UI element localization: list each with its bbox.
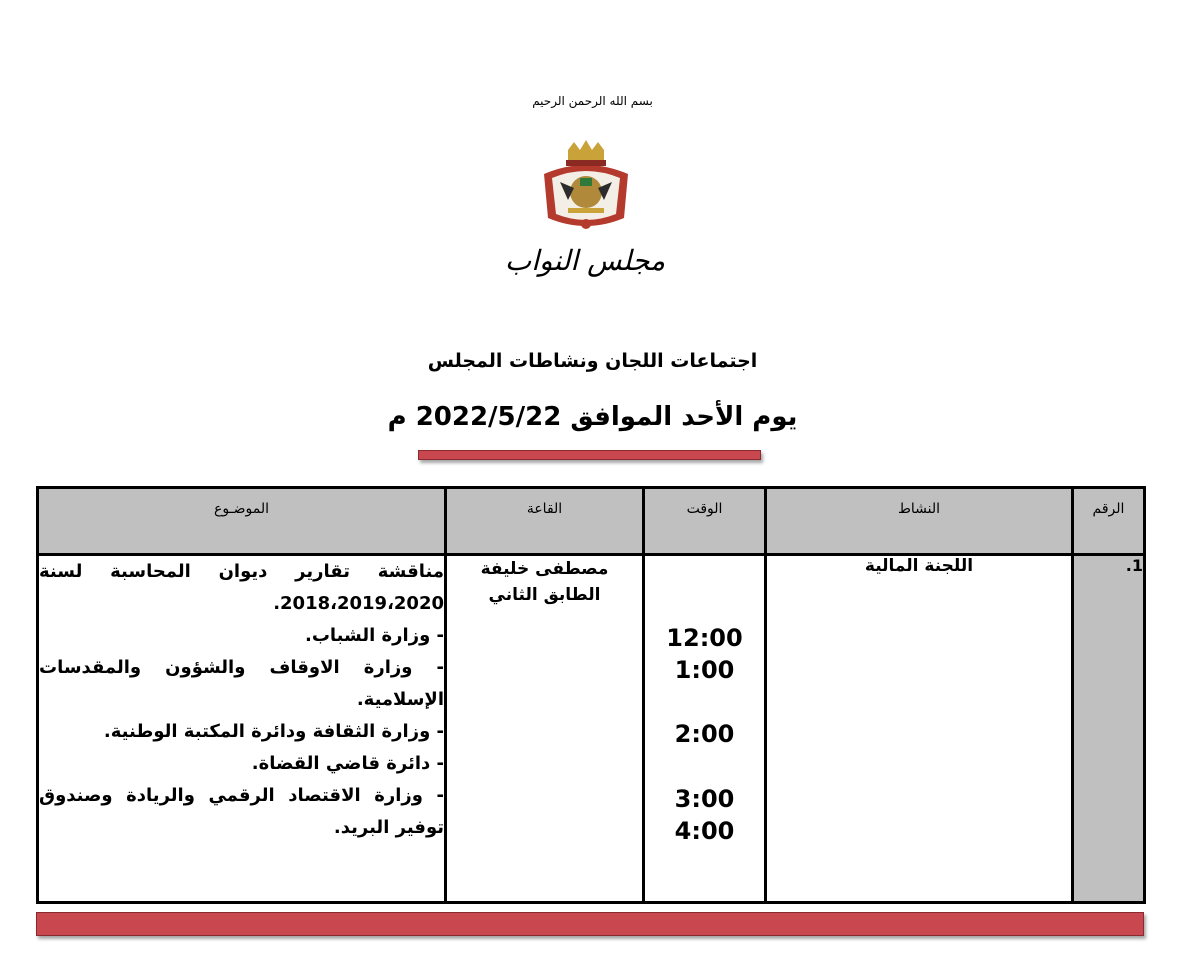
hall-floor: الطابق الثاني [488, 585, 601, 605]
footer-bar [36, 912, 1144, 936]
table-row [38, 555, 1145, 903]
date-heading: يوم الأحد الموافق 2022/5/22 م [387, 402, 798, 432]
header-topic: الموضـوع [38, 488, 446, 555]
row-activity: اللجنة المالية [766, 555, 1073, 903]
time-slot: 2:00 [674, 720, 735, 748]
time-slot: 1:00 [674, 656, 735, 684]
topic-item: - وزارة الثقافة ودائرة المكتبة الوطنية. [103, 721, 444, 742]
topic-item: - دائرة قاضي القضاة. [251, 753, 444, 774]
topic-item: - وزارة الاوقاف والشؤون والمقدسات الإسلامية. [39, 657, 444, 710]
header-hall: القاعة [446, 488, 644, 555]
schedule-table [36, 486, 1146, 904]
time-slot: 4:00 [674, 817, 735, 845]
hall-name: مصطفى خليفة [480, 559, 609, 579]
page-title: اجتماعات اللجان ونشاطات المجلس [427, 350, 758, 372]
header-number: الرقم [1073, 488, 1145, 555]
title-underline-bar [418, 450, 761, 460]
header-time: الوقت [644, 488, 766, 555]
council-logo-text: مجلس النواب [504, 244, 666, 277]
time-slot: 3:00 [674, 785, 735, 813]
row-times [644, 555, 766, 903]
table-header-row [38, 488, 1145, 555]
row-number: 1. [1073, 555, 1145, 903]
row-hall [446, 555, 644, 903]
time-slot: 12:00 [666, 624, 743, 652]
topic-item: مناقشة تقارير ديوان المحاسبة لسنة 2018،2019،2020. [39, 561, 444, 614]
topic-item: - وزارة الاقتصاد الرقمي والريادة وصندوق توفير البريد. [39, 785, 444, 838]
topic-item: - وزارة الشباب. [305, 625, 444, 646]
coat-of-arms-emblem [538, 138, 634, 240]
header-activity: النشاط [766, 488, 1073, 555]
row-topics [38, 555, 446, 903]
basmala: بسم الله الرحمن الرحيم [532, 94, 653, 108]
